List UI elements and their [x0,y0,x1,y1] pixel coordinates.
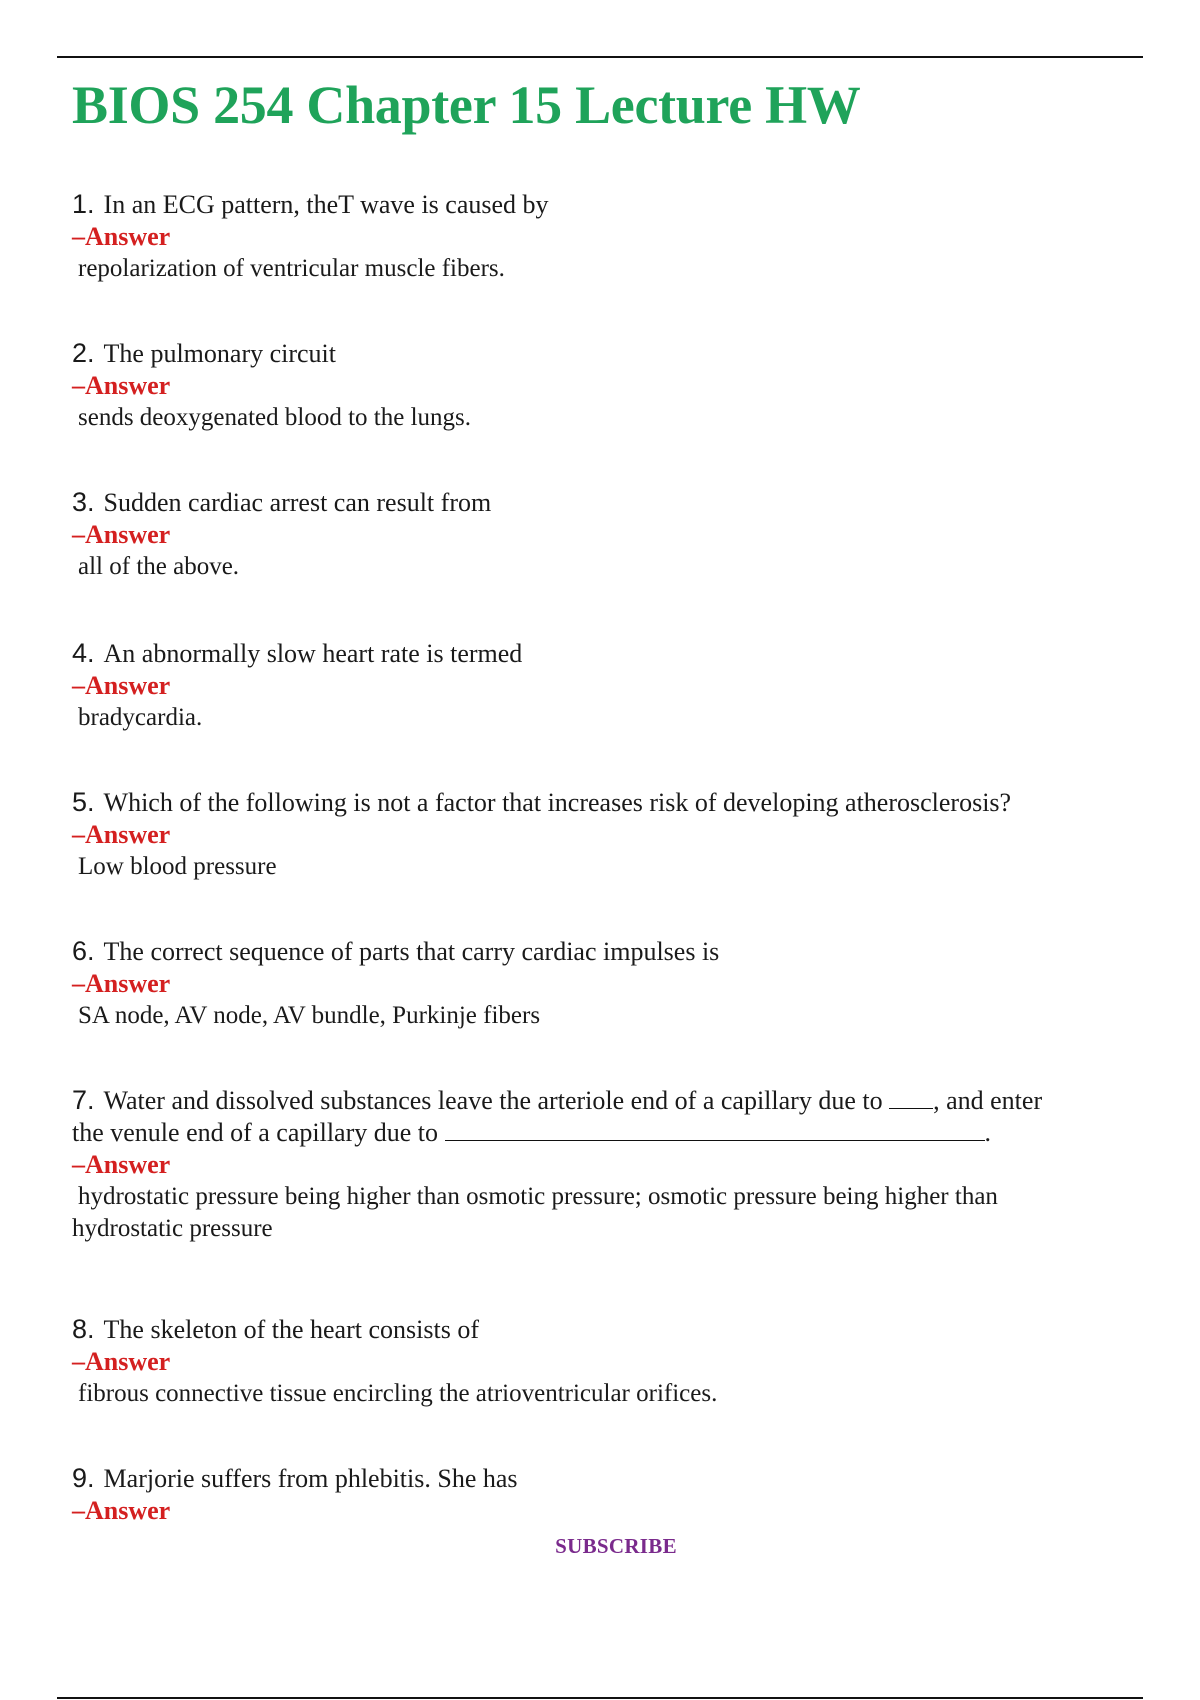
question-item [72,188,1142,285]
question-item [72,486,1142,583]
answer-label: –Answer [72,820,171,849]
answer-label: –Answer [72,520,171,549]
answer-text: hydrostatic pressure being higher than osmotic pressure; osmotic pressure being higher than [78,1183,998,1210]
question-line [72,1117,1142,1149]
answer-text: hydrostatic pressure [72,1215,273,1242]
answer-text: Low blood pressure [78,853,277,880]
question-number: 5. [72,787,95,817]
question-number: 9. [72,1463,95,1493]
question-line [72,486,1142,519]
question-line [72,337,1142,370]
question-text: An abnormally slow heart rate is termed [103,639,523,668]
question-line [72,786,1142,819]
answer-text: fibrous connective tissue encircling the atrioventricular orifices. [78,1380,718,1407]
question-line [72,188,1142,221]
answer-text: repolarization of ventricular muscle fibers. [78,255,505,282]
question-line [72,1462,1142,1495]
question-line [72,637,1142,670]
subscribe-link[interactable]: SUBSCRIBE [555,1534,677,1558]
question-text: Which of the following is not a factor that increases risk of developing atherosclerosis? [103,788,1012,817]
question-text: . [984,1118,992,1147]
answer-label: –Answer [72,1496,171,1525]
answer-label: –Answer [72,1347,171,1376]
question-text: Marjorie suffers from phlebitis. She has [103,1464,518,1493]
question-text: In an ECG pattern, theT wave is caused by [103,190,549,219]
question-number: 1. [72,189,95,219]
question-text: The pulmonary circuit [103,339,337,368]
question-text: The correct sequence of parts that carry cardiac impulses is [103,937,720,966]
question-text: Water and dissolved substances leave the arteriole end of a capillary due to [103,1086,883,1115]
question-text: The skeleton of the heart consists of [103,1315,479,1344]
question-text: Sudden cardiac arrest can result from [103,488,492,517]
question-number: 8. [72,1314,95,1344]
question-item [72,1462,1142,1527]
page-title: BIOS 254 Chapter 15 Lecture HW [72,75,861,135]
question-item [72,1313,1142,1410]
question-item [72,1084,1142,1245]
question-line [72,1313,1142,1346]
question-text: the venule end of a capillary due to [72,1118,439,1147]
question-number: 2. [72,338,95,368]
question-number: 7. [72,1085,95,1115]
answer-text: SA node, AV node, AV bundle, Purkinje fibers [78,1002,541,1029]
question-item [72,935,1142,1032]
question-line [72,935,1142,968]
question-item [72,637,1142,734]
fill-in-blank [889,1090,933,1109]
answer-label: –Answer [72,222,171,251]
question-line [72,1084,1142,1117]
question-number: 4. [72,638,95,668]
answer-text: bradycardia. [78,704,203,731]
top-rule [57,56,1143,58]
answer-label: –Answer [72,371,171,400]
question-number: 6. [72,936,95,966]
answer-label: –Answer [72,1150,171,1179]
question-number: 3. [72,487,95,517]
answer-text: sends deoxygenated blood to the lungs. [78,404,471,431]
answer-text: all of the above. [78,553,240,580]
question-item [72,786,1142,883]
fill-in-blank [445,1122,985,1141]
answer-label: –Answer [72,671,171,700]
bottom-rule [57,1697,1143,1699]
question-text: , and enter [933,1086,1043,1115]
question-item [72,337,1142,434]
answer-label: –Answer [72,969,171,998]
